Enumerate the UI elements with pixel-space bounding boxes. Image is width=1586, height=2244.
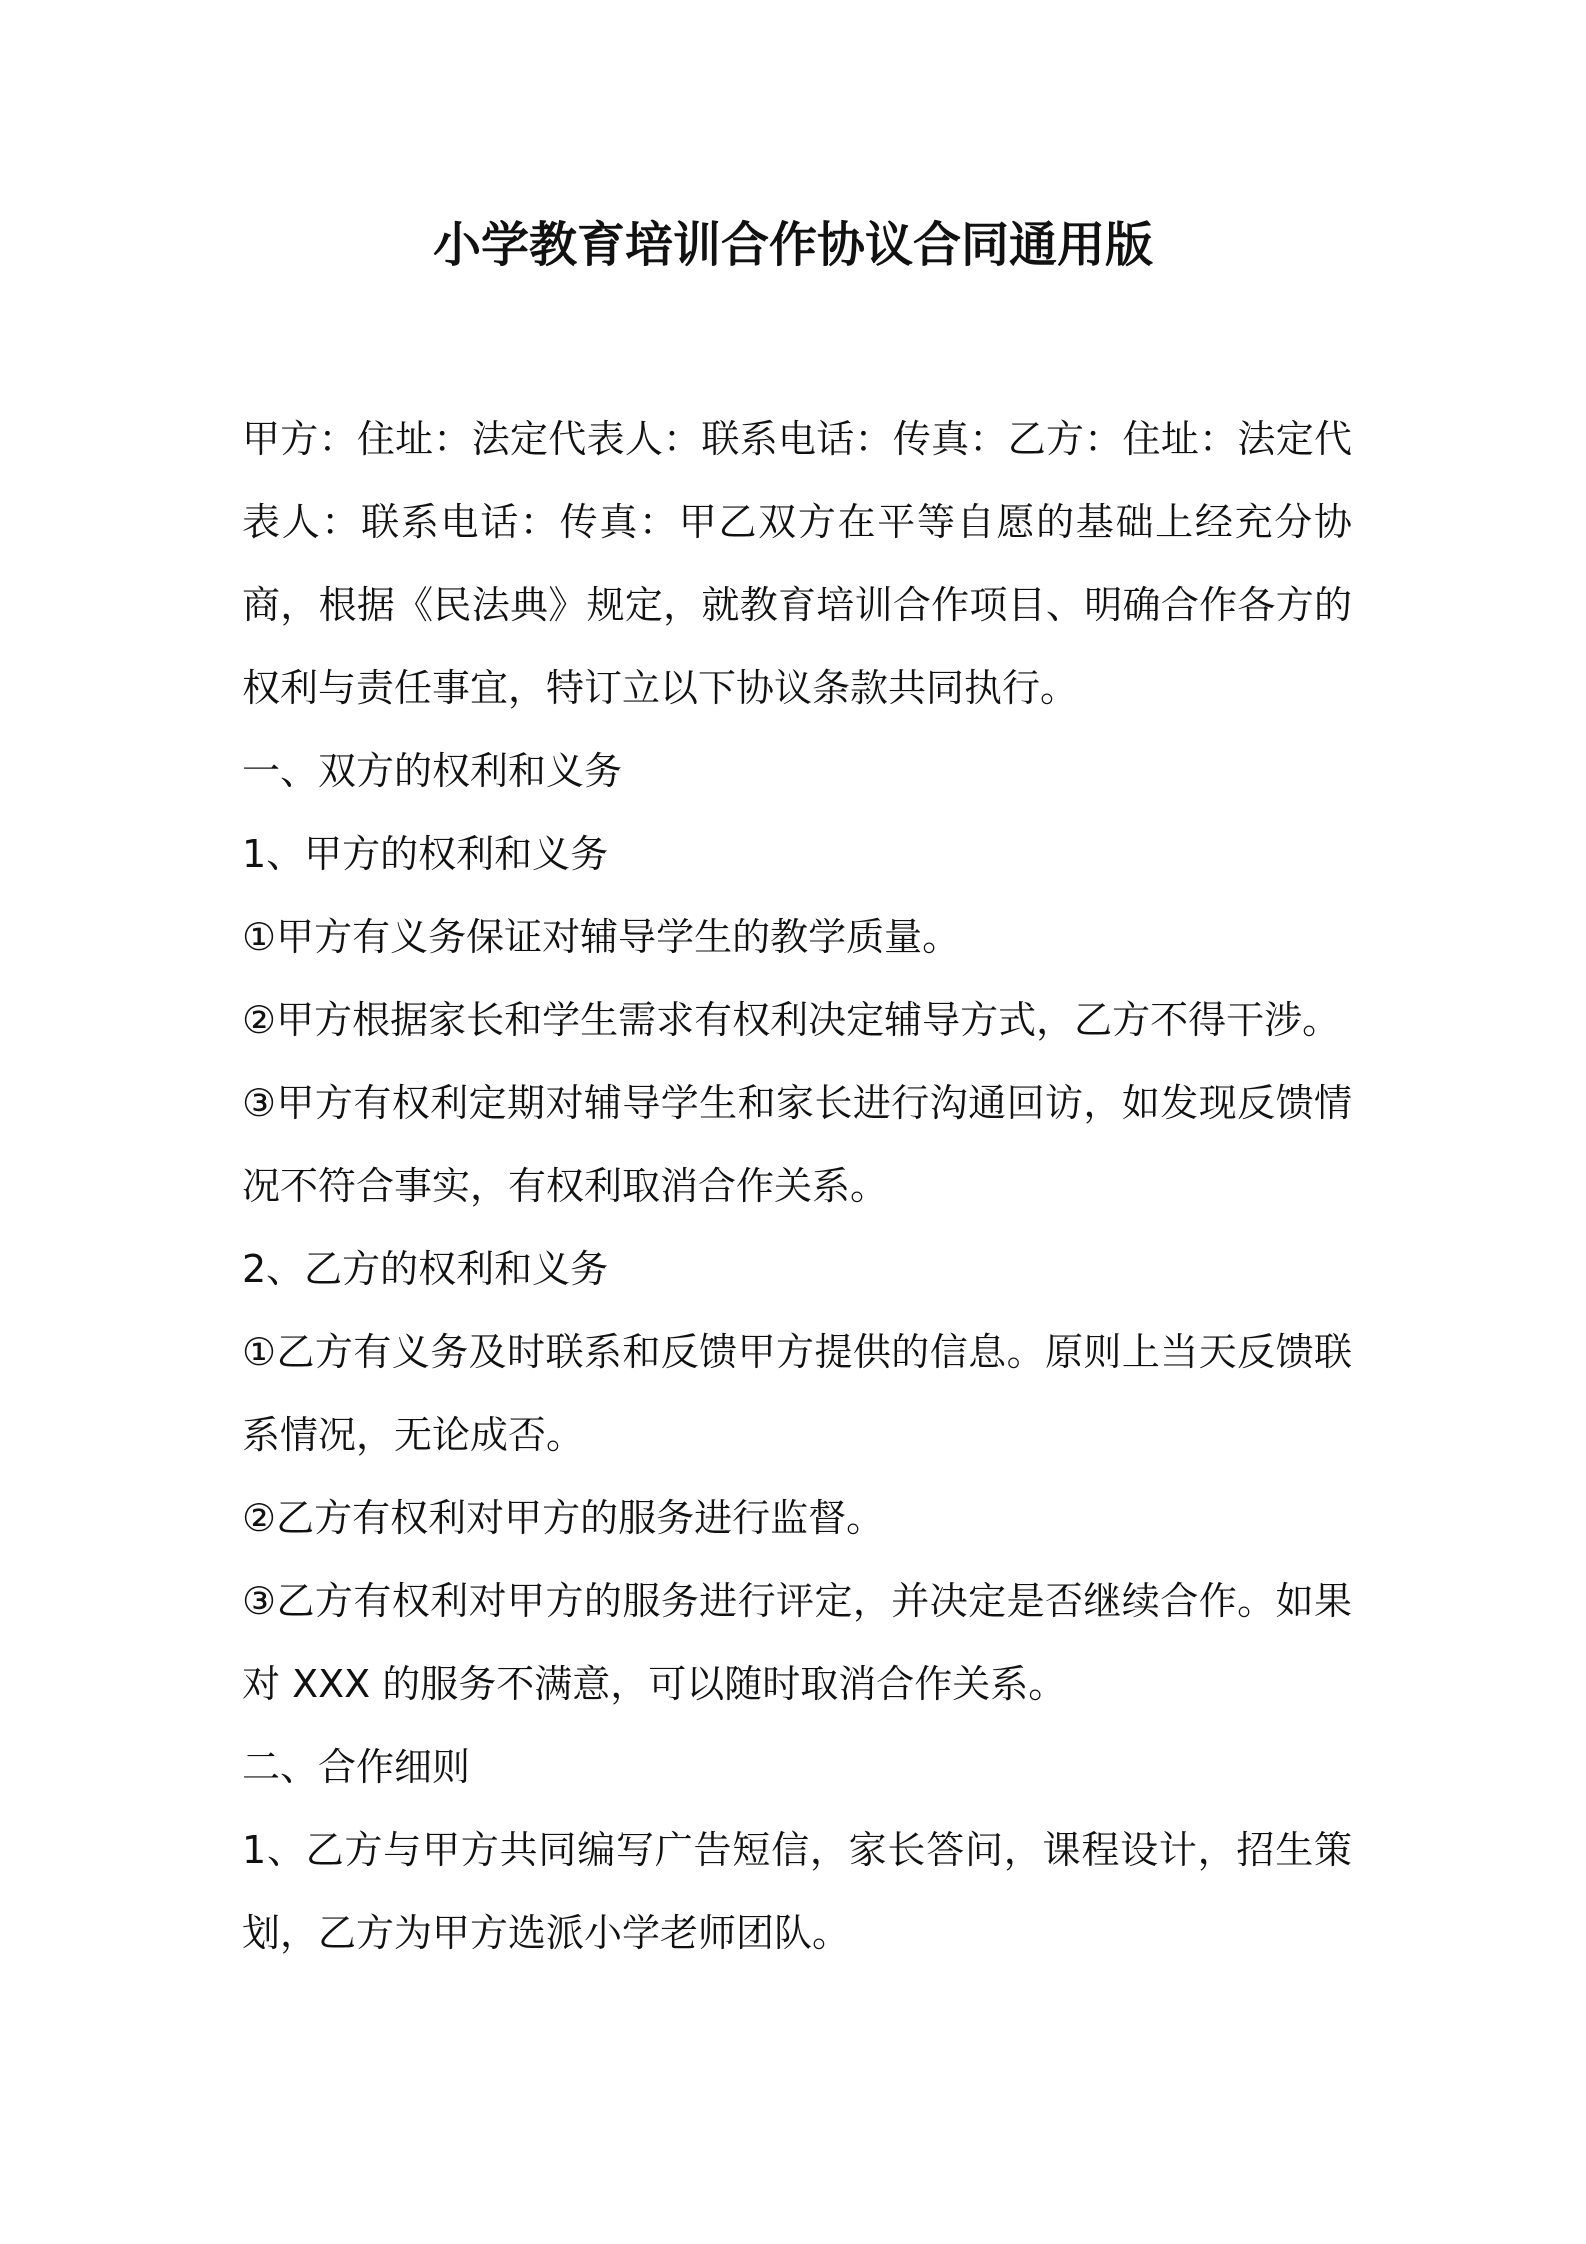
document-title: 小学教育培训合作协议合同通用版 (432, 217, 1153, 273)
clause-2-1: 1、乙方与甲方共同编写广告短信，家长答问，课程设计，招生策划，乙方为甲方选派小学老师团队。 (242, 1828, 1352, 1955)
section-heading-2: 二、合作细则 (242, 1745, 471, 1789)
subsection-heading-1-2: 2、乙方的权利和义务 (242, 1247, 609, 1291)
clause-1-2-3: ③乙方有权利对甲方的服务进行评定，并决定是否继续合作。如果对 XXX 的服务不满意，可以随时取消合作关系。 (242, 1579, 1352, 1706)
clause-1-1-1: ①甲方有义务保证对辅导学生的教学质量。 (242, 915, 961, 959)
section-heading-1: 一、双方的权利和义务 (242, 749, 623, 793)
clause-1-1-3: ③甲方有权利定期对辅导学生和家长进行沟通回访，如发现反馈情况不符合事实，有权利取消合作关系。 (242, 1081, 1352, 1208)
clause-1-1-2: ②甲方根据家长和学生需求有权利决定辅导方式，乙方不得干涉。 (242, 998, 1341, 1042)
clause-1-2-2: ②乙方有权利对甲方的服务进行监督。 (242, 1496, 885, 1540)
subsection-heading-1-1: 1、甲方的权利和义务 (242, 832, 609, 876)
clause-1-2-1: ①乙方有义务及时联系和反馈甲方提供的信息。原则上当天反馈联系情况，无论成否。 (242, 1330, 1352, 1457)
intro-paragraph: 甲方：住址：法定代表人：联系电话：传真：乙方：住址：法定代表人：联系电话：传真：甲乙双方在平等自愿的基础上经充分协商，根据《民法典》规定，就教育培训合作项目、明确合作各方的权利与责任事宜，特订立以下协议条款共同执行。 (242, 417, 1352, 710)
document-body (242, 398, 1352, 1975)
